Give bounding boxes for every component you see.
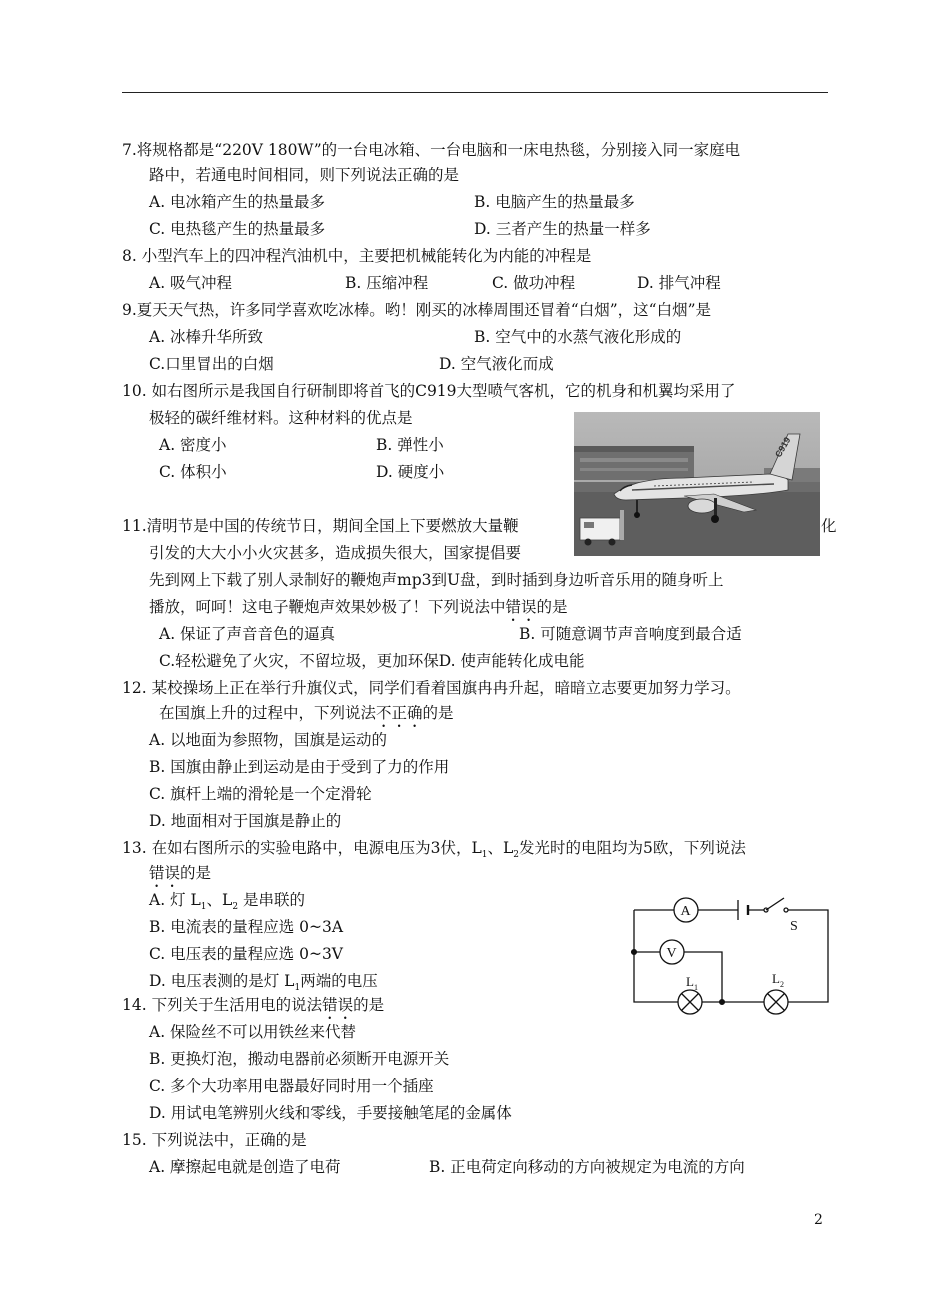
q12-stem-line2-post: 的是 bbox=[422, 704, 454, 722]
lamp2-subscript: 2 bbox=[779, 980, 784, 989]
q8-option-c: C. 做功冲程 bbox=[492, 274, 576, 292]
q10-stem-line2: 极轻的碳纤维材料。这种材料的优点是 bbox=[149, 409, 413, 427]
q13-stem-line1-pre: 13. 在如右图所示的实验电路中，电源电压为3伏，L bbox=[122, 839, 482, 857]
q12-stem-line1: 12. 某校操场上正在举行升旗仪式，同学们看着国旗冉冉升起，暗暗立志要更加努力学习。 bbox=[122, 679, 741, 697]
q11-stem-line1-tail: 化 bbox=[821, 517, 837, 535]
voltmeter-label: V bbox=[666, 946, 677, 961]
q11-stem-line4-pre: 播放，呵呵！这电子鞭炮声效果妙极了！下列说法中 bbox=[149, 598, 506, 616]
q14-option-c: C. 多个大功率用电器最好同时用一个插座 bbox=[149, 1077, 434, 1095]
q10-option-c: C. 体积小 bbox=[159, 463, 227, 481]
q11-option-a: A. 保证了声音音色的逼真 bbox=[159, 625, 336, 643]
q14-stem-post: 的是 bbox=[353, 996, 385, 1014]
q11-emphasis: 错误 bbox=[505, 598, 537, 616]
q11-stem-line4-post: 的是 bbox=[536, 598, 568, 616]
q13-option-a-mid: 、L bbox=[206, 891, 233, 909]
q9-option-d: D. 空气液化而成 bbox=[439, 355, 554, 373]
lamp2-letter: L bbox=[772, 971, 780, 986]
header-rule bbox=[122, 92, 828, 93]
q15-stem: 15. 下列说法中，正确的是 bbox=[122, 1131, 307, 1149]
q13-option-a-pre: A. 灯 L bbox=[149, 891, 201, 909]
q9-option-a: A. 冰棒升华所致 bbox=[149, 328, 264, 346]
q8-option-b: B. 压缩冲程 bbox=[345, 274, 429, 292]
junction-left bbox=[632, 950, 637, 955]
q11-option-c bbox=[159, 651, 584, 671]
q13-option-d-post: 两端的电压 bbox=[300, 972, 378, 990]
q13-stem-line1 bbox=[122, 838, 746, 865]
q13-option-c: C. 电压表的量程应选 0~3V bbox=[149, 945, 343, 963]
plane-livery-text: C919 bbox=[773, 435, 793, 459]
lamp1-letter: L bbox=[686, 974, 694, 989]
q9-option-b: B. 空气中的水蒸气液化形成的 bbox=[474, 328, 682, 346]
q13-stem-line1-mid: 、L bbox=[487, 839, 514, 857]
q13-option-d-sub: 1 bbox=[294, 983, 301, 994]
q7-option-c: C. 电热毯产生的热量最多 bbox=[149, 220, 326, 238]
q14-stem bbox=[122, 995, 384, 1023]
q15-option-b: B. 正电荷定向移动的方向被规定为电流的方向 bbox=[429, 1158, 745, 1176]
q13-emphasis: 错误 bbox=[149, 864, 181, 882]
q12-option-d: D. 地面相对于国旗是静止的 bbox=[149, 812, 342, 830]
q10-option-d: D. 硬度小 bbox=[376, 463, 445, 481]
q12-option-b: B. 国旗由静止到运动是由于受到了力的作用 bbox=[149, 758, 450, 776]
q11-option-c-text: C.轻松避免了火灾，不留垃圾，更加环保 bbox=[159, 652, 439, 670]
q7-option-b: B. 电脑产生的热量最多 bbox=[474, 193, 635, 211]
circuit-diagram bbox=[626, 886, 836, 1020]
q11-option-d: D. 使声能转化成电能 bbox=[438, 652, 585, 670]
q11-stem-line3: 先到网上下载了别人录制好的鞭炮声mp3到U盘，到时插到身边听音乐用的随身听上 bbox=[149, 571, 724, 589]
lamp1-subscript: 1 bbox=[693, 983, 698, 992]
q8-option-a: A. 吸气冲程 bbox=[149, 274, 233, 292]
q7-option-d: D. 三者产生的热量一样多 bbox=[474, 220, 651, 238]
q7-stem-line2: 路中，若通电时间相同，则下列说法正确的是 bbox=[149, 166, 460, 184]
q7-option-a: A. 电冰箱产生的热量最多 bbox=[149, 193, 326, 211]
lamp2-label bbox=[772, 971, 784, 989]
q10-option-a: A. 密度小 bbox=[159, 436, 227, 454]
junction-bottom bbox=[720, 1000, 725, 1005]
c919-airplane-illustration bbox=[574, 412, 820, 556]
q13-stem-line2 bbox=[149, 863, 211, 891]
q12-emphasis: 不正确 bbox=[376, 704, 423, 722]
q11-stem-line2: 引发的大大小小火灾甚多，造成损失很大，国家提倡要 bbox=[149, 544, 522, 562]
q12-option-c: C. 旗杆上端的滑轮是一个定滑轮 bbox=[149, 785, 372, 803]
q13-option-d-pre: D. 电压表测的是灯 L bbox=[149, 972, 295, 990]
q11-option-b: B. 可随意调节声音响度到最合适 bbox=[519, 625, 742, 643]
q13-option-a-sub1: 1 bbox=[200, 902, 207, 913]
lamp1-label bbox=[686, 974, 698, 992]
q13-option-a bbox=[149, 890, 305, 917]
q8-stem: 8. 小型汽车上的四冲程汽油机中，主要把机械能转化为内能的冲程是 bbox=[122, 247, 592, 265]
q11-stem-line1: 11.清明节是中国的传统节日，期间全国上下要燃放大量鞭 bbox=[122, 517, 519, 535]
q8-option-d: D. 排气冲程 bbox=[637, 274, 721, 292]
q14-emphasis: 错误 bbox=[322, 996, 354, 1014]
q13-sub-2: 2 bbox=[513, 850, 519, 861]
q12-option-a: A. 以地面为参照物，国旗是运动的 bbox=[149, 731, 388, 749]
q7-stem-line1: 7.将规格都是“220V 180W”的一台电冰箱、一台电脑和一床电热毯，分别接入同一家庭电 bbox=[122, 141, 741, 159]
q10-option-b: B. 弹性小 bbox=[376, 436, 444, 454]
q12-stem-line2 bbox=[159, 703, 454, 731]
q13-option-a-sub2: 2 bbox=[232, 902, 239, 913]
c919-airplane-photo bbox=[574, 412, 820, 556]
q11-stem-line4 bbox=[149, 597, 568, 625]
q9-option-c: C.口里冒出的白烟 bbox=[149, 355, 274, 373]
q14-stem-pre: 14. 下列关于生活用电的说法 bbox=[122, 996, 323, 1014]
q13-option-b: B. 电流表的量程应选 0~3A bbox=[149, 918, 344, 936]
page-number: 2 bbox=[814, 1212, 823, 1228]
q14-option-a: A. 保险丝不可以用铁丝来代替 bbox=[149, 1023, 357, 1041]
switch-contact-right bbox=[784, 908, 788, 912]
switch-label: S bbox=[790, 919, 798, 934]
ammeter-label: A bbox=[680, 904, 691, 919]
q13-stem-line2-post: 的是 bbox=[180, 864, 212, 882]
q13-stem-line1-post: 发光时的电阻均为5欧，下列说法 bbox=[519, 839, 746, 857]
q13-option-a-post: 是串联的 bbox=[238, 891, 305, 909]
q15-option-a: A. 摩擦起电就是创造了电荷 bbox=[149, 1158, 341, 1176]
q10-stem-line1: 10. 如右图所示是我国自行研制即将首飞的C919大型喷气客机，它的机身和机翼均采用了 bbox=[122, 382, 736, 400]
q13-sub-1: 1 bbox=[481, 850, 488, 861]
q9-stem: 9.夏天天气热，许多同学喜欢吃冰棒。哟！刚买的冰棒周围还冒着“白烟”，这“白烟”是 bbox=[122, 301, 711, 319]
switch-blade bbox=[766, 898, 784, 910]
q14-option-b: B. 更换灯泡，搬动电器前必须断开电源开关 bbox=[149, 1050, 450, 1068]
q14-option-d: D. 用试电笔辨别火线和零线，手要接触笔尾的金属体 bbox=[149, 1104, 512, 1122]
q12-stem-line2-pre: 在国旗上升的过程中，下列说法 bbox=[159, 704, 377, 722]
